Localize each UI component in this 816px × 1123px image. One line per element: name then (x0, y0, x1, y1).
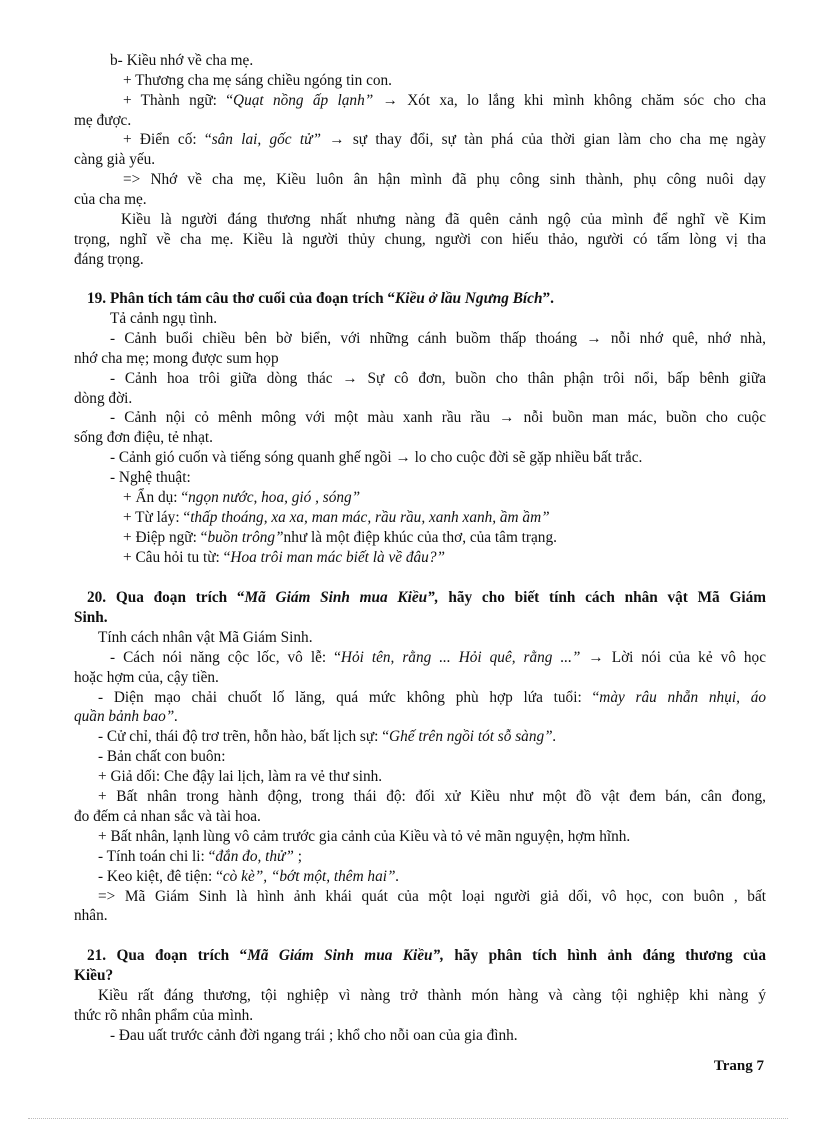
section-b-item: + Thương cha mẹ sáng chiều ngóng tin con. (123, 72, 392, 89)
q19-line: - Cảnh nội cỏ mênh mông với một màu xanh rầu rầu → nỗi buồn man mác, buồn cho cuộc (110, 409, 766, 426)
section-b-summary: trọng, nghĩ về cha mẹ. Kiều là người thủy chung, người con hiếu thảo, người có tấm lòng vị tha (74, 231, 766, 248)
q20-line-cont: hoặc hợm của, cậy tiền. (74, 669, 219, 686)
section-b-item-cont: càng già yếu. (74, 151, 156, 168)
q21-line: - Đau uất trước cảnh đời ngang trái ; khổ cho nỗi oan của gia đình. (110, 1027, 518, 1044)
q20-line: - Tính toán chi li: “đắn đo, thử” ; (98, 848, 302, 865)
q19-line: - Nghệ thuật: (110, 469, 191, 486)
q19-line: - Cảnh hoa trôi giữa dòng thác → Sự cô đơn, buồn cho thân phận trôi nổi, bấp bênh giữa (110, 370, 766, 387)
section-b-item-cont: mẹ được. (74, 112, 132, 129)
section-b-summary: Kiều là người đáng thương nhất nhưng nàng đã quên cảnh ngộ của mình để nghĩ về Kim (121, 211, 766, 228)
question-21-title: 21. Qua đoạn trích “Mã Giám Sinh mua Kiều”, hãy phân tích hình ảnh đáng thương của (87, 947, 766, 964)
q20-line: - Keo kiệt, đê tiện: “cò kè”, “bớt một, thêm hai”. (98, 868, 400, 885)
section-b-summary: đáng trọng. (74, 251, 144, 268)
q19-art-item: + Từ láy: “thấp thoáng, xa xa, man mác, rầu rầu, xanh xanh, ầm ầm” (123, 509, 550, 526)
page-number: Trang 7 (713, 1058, 764, 1074)
q19-line: - Cảnh buổi chiều bên bờ biển, với những cánh buồm thấp thoáng → nỗi nhớ quê, nhớ nhà, (110, 330, 766, 347)
q20-conclusion: => Mã Giám Sinh là hình ảnh khái quát của một loại người giả dối, vô học, con buôn , bất (98, 888, 766, 905)
section-b-item: + Thành ngữ: “Quạt nồng ấp lạnh” → Xót xa, lo lắng khi mình không chăm sóc cho cha (123, 92, 766, 109)
q19-line-cont: dòng đời. (74, 390, 133, 407)
q20-line: Tính cách nhân vật Mã Giám Sinh. (98, 629, 313, 646)
section-b-conclusion: => Nhớ về cha mẹ, Kiều luôn ân hận mình đã phụ công sinh thành, phụ công nuôi dạy (123, 171, 766, 188)
question-21-title-cont: Kiều? (74, 967, 114, 984)
q20-line: + Bất nhân, lạnh lùng vô cảm trước gia cảnh của Kiều và tỏ vẻ mãn nguyện, hợm hĩnh. (98, 828, 631, 845)
q20-line: - Diện mạo chải chuốt lố lăng, quá mức không phù hợp lứa tuổi: “mày râu nhẵn nhụi, áo (98, 689, 766, 706)
page-bottom-divider (28, 1118, 788, 1119)
section-b-heading: b- Kiều nhớ về cha mẹ. (110, 52, 254, 69)
q20-line: + Giả dối: Che đậy lai lịch, làm ra vẻ thư sinh. (98, 768, 383, 785)
q19-art-item: + Điệp ngữ: “buồn trông”như là một điệp khúc của thơ, của tâm trạng. (123, 529, 557, 546)
section-b-item: + Điển cố: “sân lai, gốc tử” → sự thay đổi, sự tàn phá của thời gian làm cho cha mẹ ngày (123, 131, 767, 148)
q19-line: Tả cảnh ngụ tình. (110, 310, 218, 327)
q20-line: - Cách nói năng cộc lốc, vô lễ: “Hỏi tên, rằng ... Hỏi quê, rằng ...” → Lời nói của kẻ vô học (110, 649, 766, 666)
question-20-title-cont: Sinh. (74, 609, 108, 626)
q20-conclusion-cont: nhân. (74, 907, 108, 924)
question-20-title: 20. Qua đoạn trích “Mã Giám Sinh mua Kiều”, hãy cho biết tính cách nhân vật Mã Giám (87, 589, 766, 606)
q19-art-item: + Ẩn dụ: “ngọn nước, hoa, gió , sóng” (123, 489, 361, 506)
q20-line: + Bất nhân trong hành động, trong thái độ: đối xử Kiều như một đồ vật đem bán, cân đong, (98, 788, 766, 805)
q20-line-cont: đo đếm cả nhan sắc và tài hoa. (74, 808, 261, 825)
q20-line-cont: quần bảnh bao”. (74, 708, 179, 725)
section-b-conclusion-cont: của cha mẹ. (74, 191, 147, 208)
q19-line: - Cảnh gió cuốn và tiếng sóng quanh ghế ngồi → lo cho cuộc đời sẽ gặp nhiều bất trắc. (110, 449, 643, 466)
question-19-title: 19. Phân tích tám câu thơ cuối của đoạn trích “Kiều ở lầu Ngưng Bích”. (87, 290, 554, 307)
q21-line-cont: thức rõ nhân phẩm của mình. (74, 1007, 254, 1024)
q21-line: Kiều rất đáng thương, tội nghiệp vì nàng trở thành món hàng và càng tội nghiệp khi nàng ý (98, 987, 766, 1004)
q19-art-item: + Câu hỏi tu từ: “Hoa trôi man mác biết là về đâu?” (123, 549, 445, 566)
q20-line: - Bản chất con buôn: (98, 748, 226, 765)
q19-line-cont: sống đơn điệu, tẻ nhạt. (74, 429, 213, 446)
q20-line: - Cử chỉ, thái độ trơ trẽn, hỗn hào, bất lịch sự: “Ghế trên ngồi tót sỗ sàng”. (98, 728, 557, 745)
q19-line-cont: nhớ cha mẹ; mong được sum họp (74, 350, 279, 367)
